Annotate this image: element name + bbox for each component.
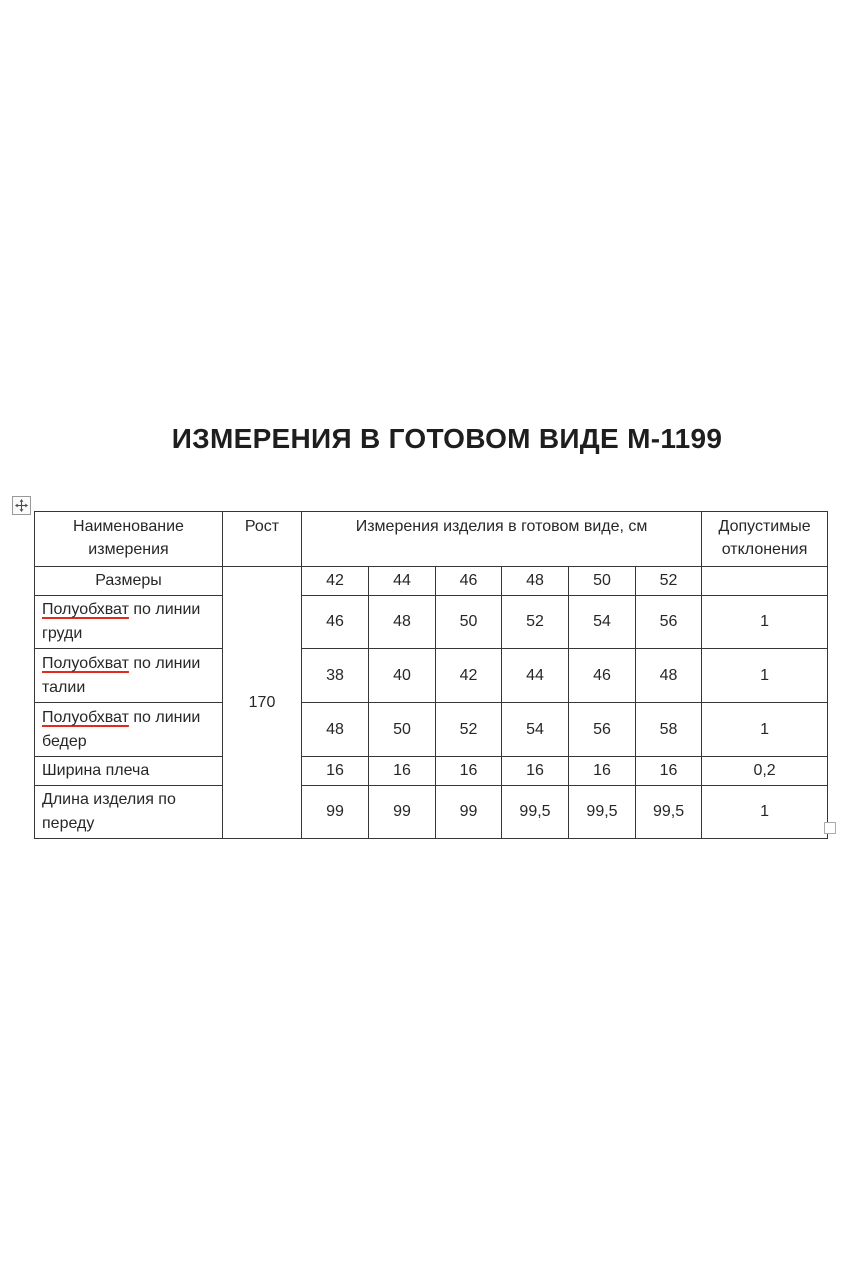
row-label-cell[interactable] <box>35 703 223 757</box>
misspelled-word: Полуобхват <box>42 601 129 618</box>
value-cell[interactable]: 16 <box>369 757 436 786</box>
tolerance-cell[interactable]: 1 <box>702 786 828 839</box>
table-row-hips <box>35 703 828 757</box>
row-label-cell[interactable] <box>35 757 223 786</box>
value-cell[interactable]: 50 <box>369 703 436 757</box>
table-move-handle[interactable] <box>12 496 31 515</box>
table-row-waist <box>35 649 828 703</box>
row-label-text: Ширина плеча <box>42 762 150 779</box>
value-cell[interactable]: 58 <box>636 703 702 757</box>
value-cell[interactable]: 56 <box>636 596 702 649</box>
value-cell[interactable]: 38 <box>302 649 369 703</box>
value-cell[interactable]: 99,5 <box>569 786 636 839</box>
tolerance-cell-empty[interactable] <box>702 567 828 596</box>
sizes-row-label[interactable]: Размеры <box>35 567 223 596</box>
value-cell[interactable]: 52 <box>436 703 502 757</box>
value-cell[interactable]: 44 <box>502 649 569 703</box>
value-cell[interactable]: 46 <box>569 649 636 703</box>
size-cell[interactable]: 52 <box>636 567 702 596</box>
table-row-chest <box>35 596 828 649</box>
sizes-row <box>35 567 828 596</box>
misspelled-word: Полуобхват <box>42 654 129 672</box>
row-label-cell[interactable] <box>35 786 223 839</box>
move-icon <box>15 499 28 512</box>
measurements-table <box>34 511 828 839</box>
row-label-text: по линии бедер <box>42 708 201 750</box>
value-cell[interactable]: 16 <box>302 757 369 786</box>
row-label-text: по линии груди <box>42 601 201 642</box>
value-cell[interactable]: 40 <box>369 649 436 703</box>
table-header-row <box>35 512 828 567</box>
value-cell[interactable]: 16 <box>436 757 502 786</box>
value-cell[interactable]: 46 <box>302 596 369 649</box>
page-title[interactable]: ИЗМЕРЕНИЯ В ГОТОВОМ ВИДЕ М-1199 <box>171 423 723 454</box>
table-resize-handle[interactable] <box>824 822 836 834</box>
value-cell[interactable]: 52 <box>502 596 569 649</box>
tolerance-cell[interactable]: 0,2 <box>702 757 828 786</box>
size-cell[interactable]: 48 <box>502 567 569 596</box>
row-label-text: Длина изделия по переду <box>42 791 176 832</box>
table-row-shoulder <box>35 757 828 786</box>
header-cell-height[interactable]: Рост <box>223 512 302 567</box>
value-cell[interactable]: 48 <box>636 649 702 703</box>
value-cell[interactable]: 16 <box>502 757 569 786</box>
value-cell[interactable]: 99 <box>436 786 502 839</box>
tolerance-cell[interactable]: 1 <box>702 703 828 757</box>
value-cell[interactable]: 54 <box>569 596 636 649</box>
row-label-text: по линии талии <box>42 654 201 696</box>
table-row-front-length <box>35 786 828 839</box>
value-cell[interactable]: 50 <box>436 596 502 649</box>
size-cell[interactable]: 44 <box>369 567 436 596</box>
header-cell-measurements[interactable]: Измерения изделия в готовом виде, см <box>302 512 702 567</box>
row-label-cell[interactable] <box>35 596 223 649</box>
row-label-cell[interactable] <box>35 649 223 703</box>
value-cell[interactable]: 56 <box>569 703 636 757</box>
tolerance-cell[interactable]: 1 <box>702 649 828 703</box>
header-cell-measurement-name[interactable]: Наименование измерения <box>35 512 223 567</box>
value-cell[interactable]: 48 <box>369 596 436 649</box>
height-value-cell[interactable]: 170 <box>223 567 302 839</box>
size-cell[interactable]: 42 <box>302 567 369 596</box>
value-cell[interactable]: 48 <box>302 703 369 757</box>
size-cell[interactable]: 50 <box>569 567 636 596</box>
size-cell[interactable]: 46 <box>436 567 502 596</box>
misspelled-word: Полуобхват <box>42 708 129 726</box>
value-cell[interactable]: 16 <box>636 757 702 786</box>
value-cell[interactable]: 99,5 <box>502 786 569 839</box>
value-cell[interactable]: 16 <box>569 757 636 786</box>
value-cell[interactable]: 54 <box>502 703 569 757</box>
value-cell[interactable]: 99,5 <box>636 786 702 839</box>
header-cell-tolerance[interactable]: Допустимые отклонения <box>702 512 828 567</box>
value-cell[interactable]: 99 <box>369 786 436 839</box>
value-cell[interactable]: 99 <box>302 786 369 839</box>
value-cell[interactable]: 42 <box>436 649 502 703</box>
tolerance-cell[interactable]: 1 <box>702 596 828 649</box>
